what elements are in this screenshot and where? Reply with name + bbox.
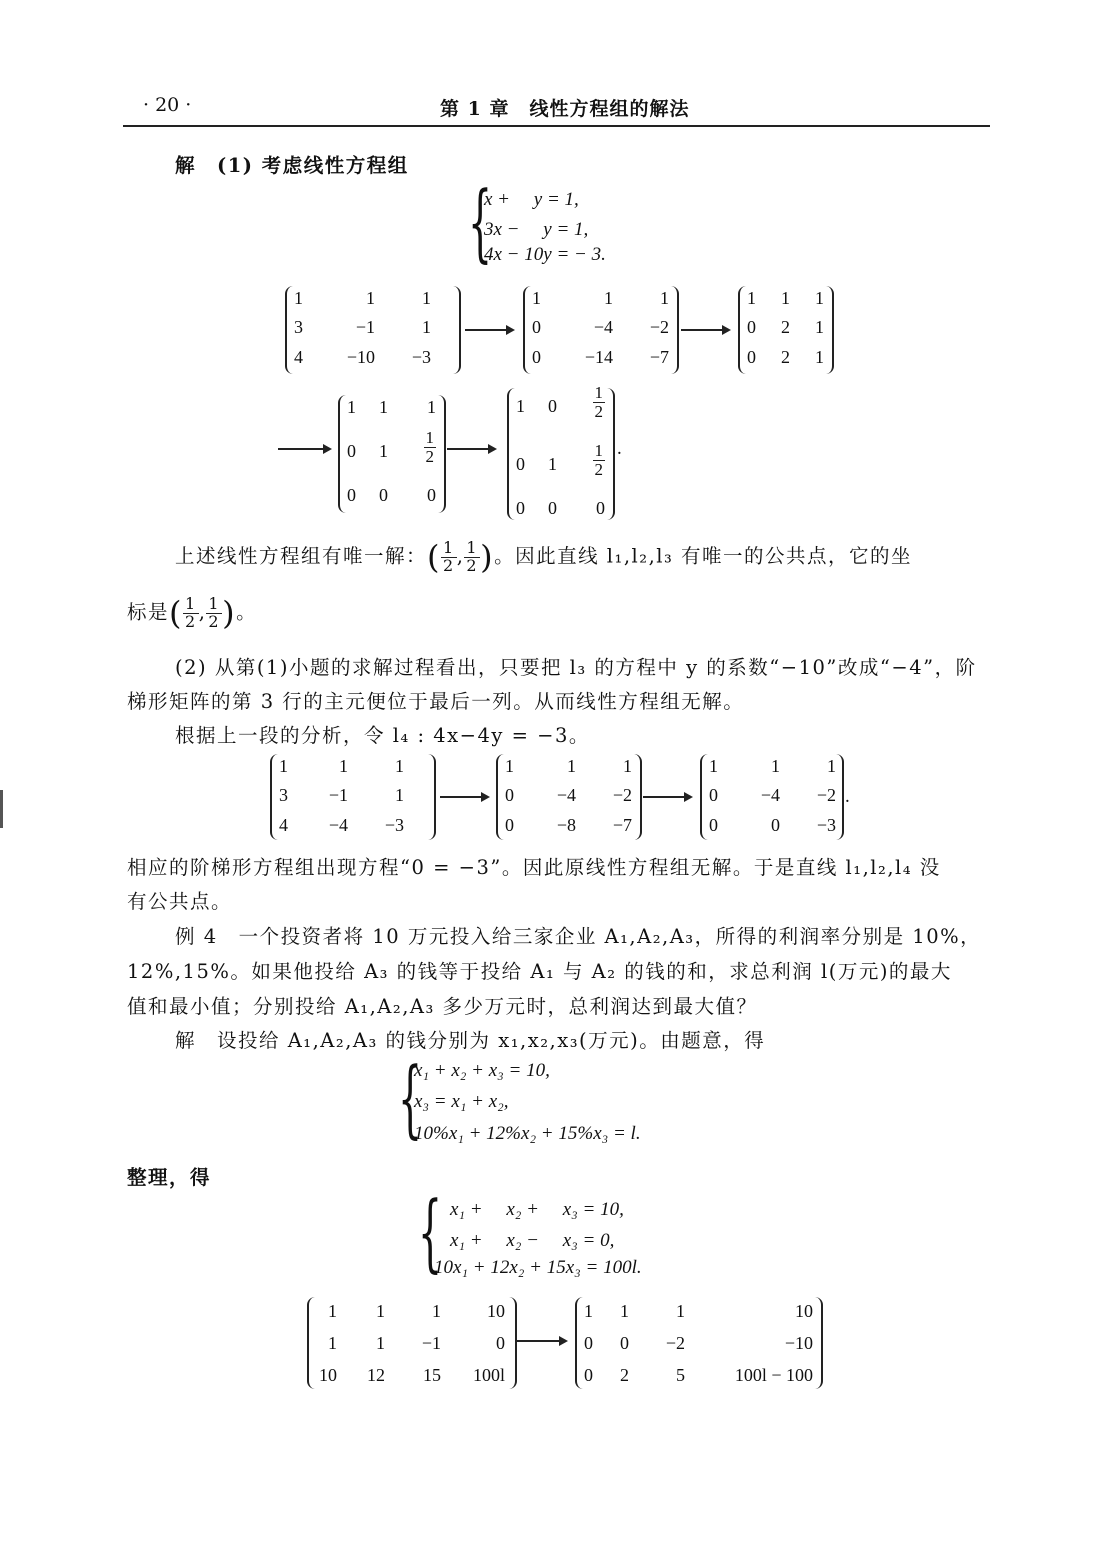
matrix-cell: 1 [379,397,388,417]
example-4-line-3: 值和最小值；分别投给 A₁,A₂,A₃ 多少万元时，总利润达到最大值？ [127,995,758,1018]
matrix-cell: −3 [816,815,836,835]
system-brace: { [398,1049,423,1147]
chapter-title: 第 1 章 线性方程组的解法 [440,98,690,120]
matrix-cell: 1 [827,756,836,776]
equation-system-3 [418,1183,718,1286]
matrix-cell: 1 [771,756,780,776]
matrix-cell: 0 [747,347,756,367]
example-4-line-2: 12%,15%。如果他投给 A₃ 的钱等于投给 A₁ 与 A₂ 的钱的和，求总利润 l(万元)的最大 [127,960,952,983]
matrix-cell: −4 [556,785,576,805]
solution-2-line-4: 相应的阶梯形方程组出现方程“0 = −3”。因此原线性方程组无解。于是直线 l₁,l₂,l₄ 没 [127,856,941,879]
fraction: $\frac{1}{2}$ [466,537,479,575]
matrix-cell: 10 [319,1365,337,1385]
arrow-right-icon [278,448,330,450]
solution-2-line-1: (2) 从第(1)小题的求解过程看出，只要把 l₃ 的方程中 y 的系数“−10”改成“−4”，阶 [175,656,977,679]
matrix-cell: 1 [294,288,303,308]
period: . [845,786,850,807]
matrix-cell: 100l − 100 [734,1365,813,1385]
matrix-cell: 0 [427,485,436,505]
matrix-cell: 0 [709,815,718,835]
paren: ( [169,594,183,632]
matrix-cell: −8 [556,815,576,835]
example-4-line-1: 例 4 一个投资者将 10 万元投入给三家企业 A₁,A₂,A₃，所得的利润率分别是 10%， [175,925,982,948]
matrix-cell: 1 [516,396,525,416]
arrow-right-icon [516,1340,566,1342]
solution-2-line-5: 有公共点。 [127,890,233,913]
equation: x₁ + x₂ + x₃ = 10, [414,1060,550,1081]
text: 上述线性方程组有唯一解： [175,544,428,568]
matrix-cell: 0 [347,485,356,505]
paren: ) [480,538,495,576]
page-number: · 20 · [143,94,192,116]
matrix-cell: $\frac{1}{2}$ [594,441,603,479]
matrix-cell: −2 [612,785,632,805]
period: . [617,438,622,459]
equation: 10%x₁ + 12%x₂ + 15%x₃ = l. [414,1123,641,1144]
equation-system-1 [468,173,668,274]
system-brace: { [468,173,493,271]
matrix-augmented [285,286,461,374]
matrix-cell: 0 [516,454,525,474]
matrix-cell: −10 [784,1333,813,1353]
matrix-cell: 1 [328,1301,337,1321]
solution-1-intro: 解 (1) 考虑线性方程组 [175,154,409,177]
matrix-cell: 1 [422,288,431,308]
scan-mark [0,790,3,828]
matrix-augmented [270,754,436,840]
matrix-cell: 1 [584,1301,593,1321]
matrix-cell: 1 [604,288,613,308]
matrix-cell: 1 [347,397,356,417]
matrix-cell: 100l [472,1365,505,1385]
arrow-right-icon [440,796,488,798]
matrix-cell: 1 [279,756,288,776]
text: 标是 [127,600,170,624]
matrix-step [338,395,446,513]
matrix-cell: −4 [760,785,780,805]
matrix-cell: 4 [294,347,303,367]
system-brace: { [418,1183,443,1281]
matrix-cell: 1 [532,288,541,308]
matrix-cell: 0 [532,317,541,337]
matrix-cell: 0 [532,347,541,367]
matrix-cell: −2 [649,317,669,337]
matrix-cell: 1 [395,785,404,805]
matrix-cell: 0 [747,317,756,337]
matrix-cell: 0 [620,1333,629,1353]
matrix-cell: 1 [427,397,436,417]
matrix-cell: 1 [815,317,824,337]
matrix-cell: 10 [795,1301,813,1321]
matrix-cell: −3 [411,347,431,367]
matrix-cell: 0 [379,485,388,505]
fraction: $\frac{1}{2}$ [185,593,197,631]
matrix-cell: 0 [548,396,557,416]
matrix-cell: 4 [279,815,288,835]
solution-2-line-2: 梯形矩阵的第 3 行的主元便位于最后一列。从而线性方程组无解。 [127,690,745,713]
arrow-right-icon [447,448,495,450]
matrix-cell: $\frac{1}{2}$ [594,383,603,421]
equation: 10x₁ + 12x₂ + 15x₃ = 100l. [434,1257,642,1278]
equation: 4x − 10y = − 3. [484,244,606,265]
matrix-cell: 1 [660,288,669,308]
equation: 3x − y = 1, [484,219,589,240]
matrix-cell: 1 [376,1333,385,1353]
matrix-cell: 1 [815,347,824,367]
matrix-cell: 0 [584,1365,593,1385]
equation: x₁ + x₂ − x₃ = 0, [450,1230,615,1251]
matrix-cell: 1 [620,1301,629,1321]
matrix-cell: 0 [516,498,525,518]
matrix-cell: 1 [747,288,756,308]
matrix-cell: 1 [339,756,348,776]
matrix-cell: 1 [432,1301,441,1321]
matrix-cell: 2 [781,317,790,337]
arrow-right-icon [465,329,513,331]
matrix-cell: 1 [376,1301,385,1321]
matrix-cell: 0 [505,785,514,805]
matrix-cell: 0 [709,785,718,805]
matrix-cell: 12 [367,1365,385,1385]
matrix-cell: 3 [279,785,288,805]
matrix-cell: 1 [505,756,514,776]
matrix-cell: −10 [346,347,375,367]
matrix-cell: 1 [676,1301,685,1321]
matrix-cell: −4 [593,317,613,337]
arrow-right-icon [643,796,691,798]
matrix-step [738,286,834,374]
matrix-cell: 1 [548,454,557,474]
example-4-solution: 解 设投给 A₁,A₂,A₃ 的钱分别为 x₁,x₂,x₃(万元)。由题意，得 [175,1029,766,1052]
matrix-cell: 10 [487,1301,505,1321]
matrix-cell: −7 [649,347,669,367]
text: 。 [236,600,258,624]
matrix-cell: −7 [612,815,632,835]
matrix-cell: −1 [328,785,348,805]
equation: x₁ + x₂ + x₃ = 10, [450,1199,624,1220]
matrix-cell: 5 [676,1365,685,1385]
fraction: $\frac{1}{2}$ [443,537,455,575]
matrix-cell: −1 [355,317,375,337]
matrix-cell: 0 [347,441,356,461]
text: 。因此直线 l₁,l₂,l₃ 有唯一的公共点，它的坐 [494,544,913,568]
matrix-cell: −14 [584,347,613,367]
matrix-cell: 0 [505,815,514,835]
matrix-cell: 0 [496,1333,505,1353]
matrix-cell: 1 [781,288,790,308]
matrix-cell: 1 [567,756,576,776]
matrix-step [575,1297,823,1389]
matrix-cell: $\frac{1}{2}$ [425,428,434,466]
matrix-cell: −2 [816,785,836,805]
matrix-cell: 0 [584,1333,593,1353]
matrix-cell: 1 [709,756,718,776]
matrix-cell: −3 [384,815,404,835]
matrix-cell: 1 [328,1333,337,1353]
equation: x₃ = x₁ + x₂, [414,1091,509,1112]
matrix-cell: 0 [596,498,605,518]
matrix-cell: 2 [620,1365,629,1385]
paren: ) [222,594,237,632]
header-rule [123,125,990,127]
conclusion-line-2: 标是( $\frac{1}{2}$ , $\frac{1}{2}$ )。 [127,593,258,632]
matrix-cell: −2 [665,1333,685,1353]
matrix-step [700,754,844,840]
rearrange-label: 整理，得 [127,1166,212,1189]
matrix-cell: 1 [623,756,632,776]
matrix-augmented [307,1297,517,1389]
matrix-step [496,754,642,840]
arrow-right-icon [681,329,729,331]
conclusion-line-1: 上述线性方程组有唯一解：( $\frac{1}{2}$ , $\frac{1}{2}$ )。因此直线 l₁,l₂,l₃ 有唯一的公共点，它的坐 [175,537,913,576]
matrix-cell: 3 [294,317,303,337]
matrix-cell: 1 [379,441,388,461]
solution-2-line-3: 根据上一段的分析，令 l₄ : 4x−4y = −3。 [175,724,590,747]
matrix-cell: 0 [771,815,780,835]
matrix-cell: −1 [421,1333,441,1353]
matrix-cell: 2 [781,347,790,367]
matrix-cell: 1 [395,756,404,776]
matrix-cell: −4 [328,815,348,835]
matrix-cell: 1 [422,317,431,337]
matrix-reduced [507,383,615,520]
matrix-cell: 0 [548,498,557,518]
fraction: $\frac{1}{2}$ [208,593,221,631]
equation: x + y = 1, [484,189,579,210]
matrix-cell: 15 [423,1365,441,1385]
matrix-cell: 1 [366,288,375,308]
paren: ( [427,538,441,576]
equation-system-2 [398,1049,738,1152]
matrix-cell: 1 [815,288,824,308]
matrix-step [523,286,679,374]
